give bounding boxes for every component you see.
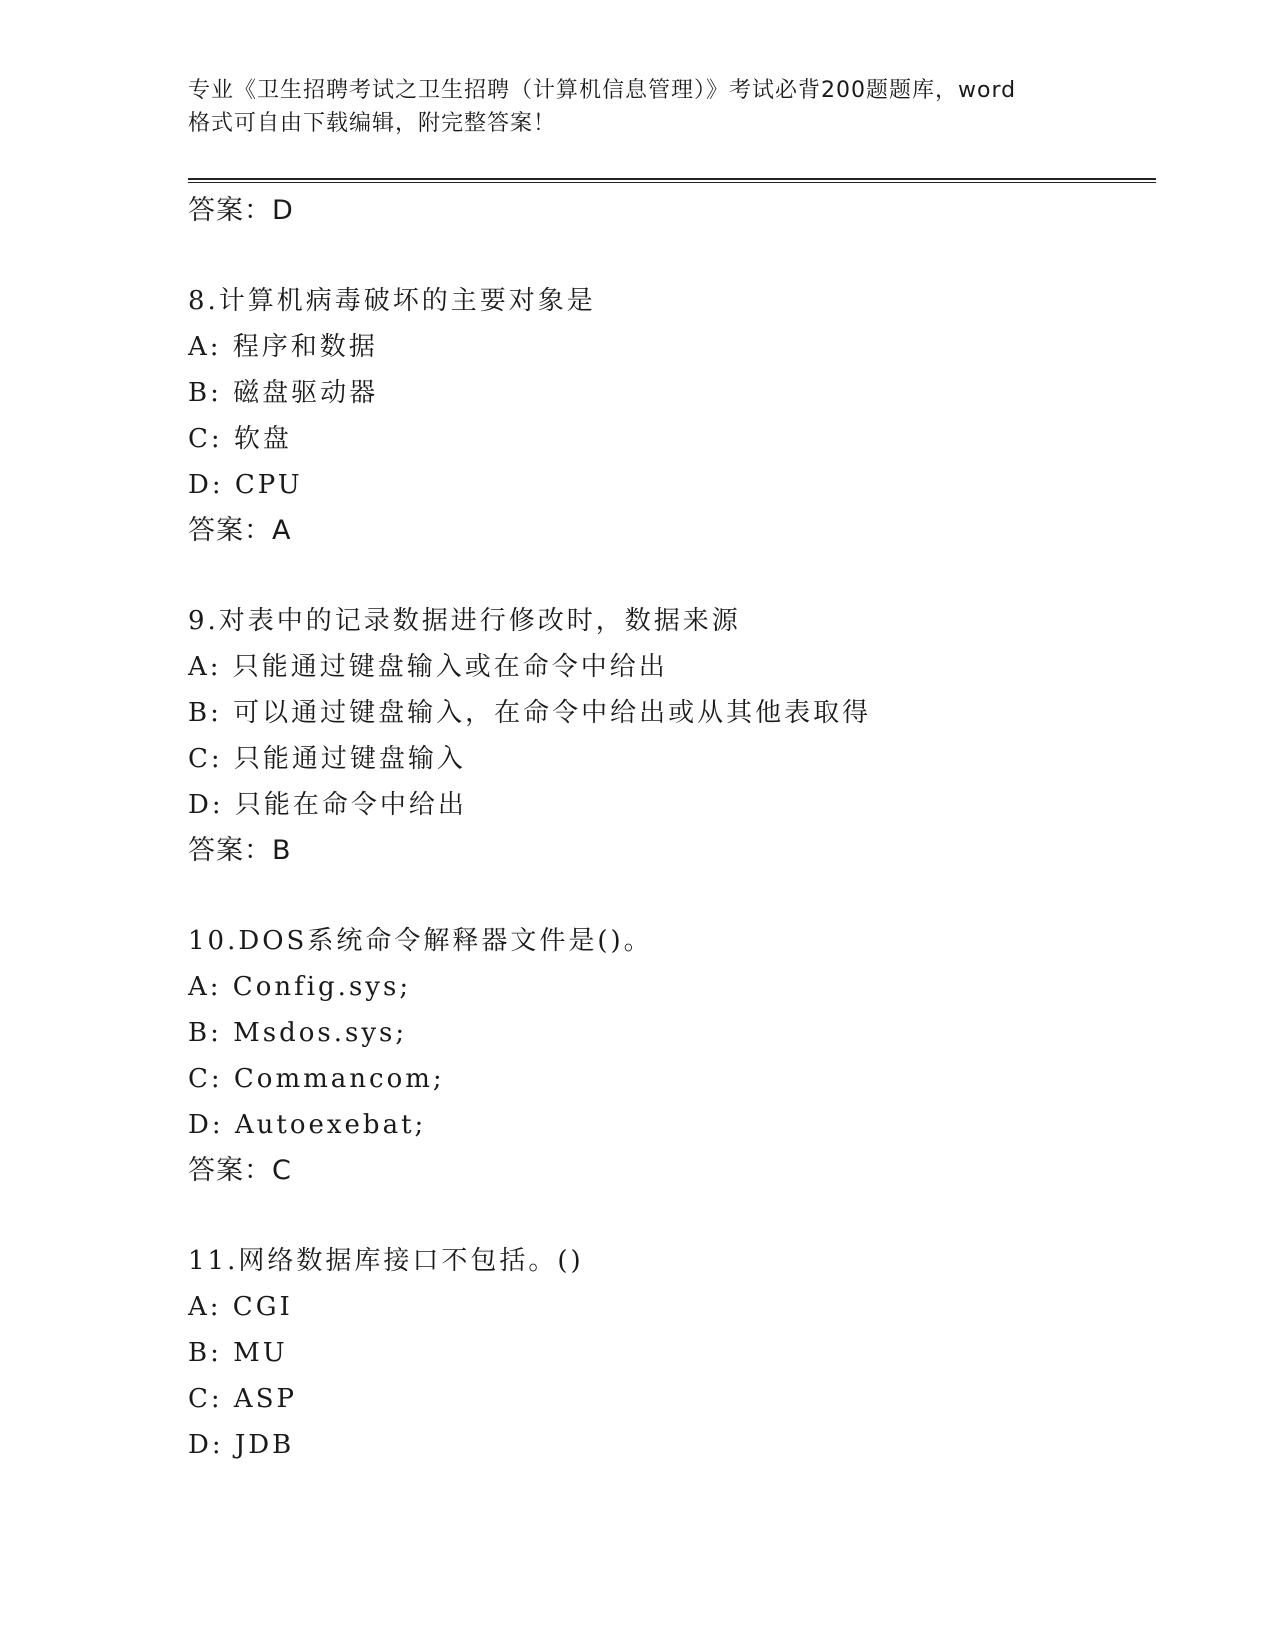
option-b: B: MU bbox=[188, 1338, 288, 1368]
option-d: D: JDB bbox=[188, 1430, 295, 1460]
option-d: D: CPU bbox=[188, 470, 303, 500]
option-a: A: 程序和数据 bbox=[188, 332, 378, 362]
option-c: C: Commancom; bbox=[188, 1064, 445, 1094]
option-a: A: Config.sys; bbox=[188, 972, 412, 1002]
option-a: A: 只能通过键盘输入或在命令中给出 bbox=[188, 652, 668, 682]
option-d: D: Autoexebat; bbox=[188, 1110, 427, 1140]
question-11 bbox=[188, 1238, 1156, 1468]
option-b: B: 磁盘驱动器 bbox=[188, 378, 379, 408]
option-c: C: 软盘 bbox=[188, 424, 292, 454]
document-header bbox=[188, 74, 1088, 140]
option-c: C: ASP bbox=[188, 1384, 297, 1414]
question-text: 8.计算机病毒破坏的主要对象是 bbox=[188, 286, 596, 316]
option-a: A: CGI bbox=[188, 1292, 293, 1322]
question-9 bbox=[188, 598, 1156, 874]
option-c: C: 只能通过键盘输入 bbox=[188, 744, 466, 774]
answer-line: 答案：B bbox=[188, 835, 292, 866]
header-divider bbox=[188, 178, 1156, 183]
header-line-2: 格式可自由下载编辑，附完整答案！ bbox=[188, 111, 557, 136]
question-text: 11.网络数据库接口不包括。() bbox=[188, 1246, 584, 1276]
answer-line: 答案：C bbox=[188, 1155, 292, 1186]
question-10 bbox=[188, 918, 1156, 1194]
option-b: B: 可以通过键盘输入，在命令中给出或从其他表取得 bbox=[188, 698, 872, 728]
question-text: 9.对表中的记录数据进行修改时，数据来源 bbox=[188, 606, 741, 636]
question-text: 10.DOS系统命令解释器文件是()。 bbox=[188, 926, 653, 956]
option-d: D: 只能在命令中给出 bbox=[188, 790, 467, 820]
question-8 bbox=[188, 278, 1156, 554]
header-line-1: 专业《卫生招聘考试之卫生招聘（计算机信息管理）》考试必背200题题库，word bbox=[188, 78, 1017, 103]
answer-line: 答案：D bbox=[188, 195, 294, 226]
answer-line: 答案：A bbox=[188, 515, 292, 546]
document-body bbox=[188, 188, 1156, 1468]
option-b: B: Msdos.sys; bbox=[188, 1018, 408, 1048]
